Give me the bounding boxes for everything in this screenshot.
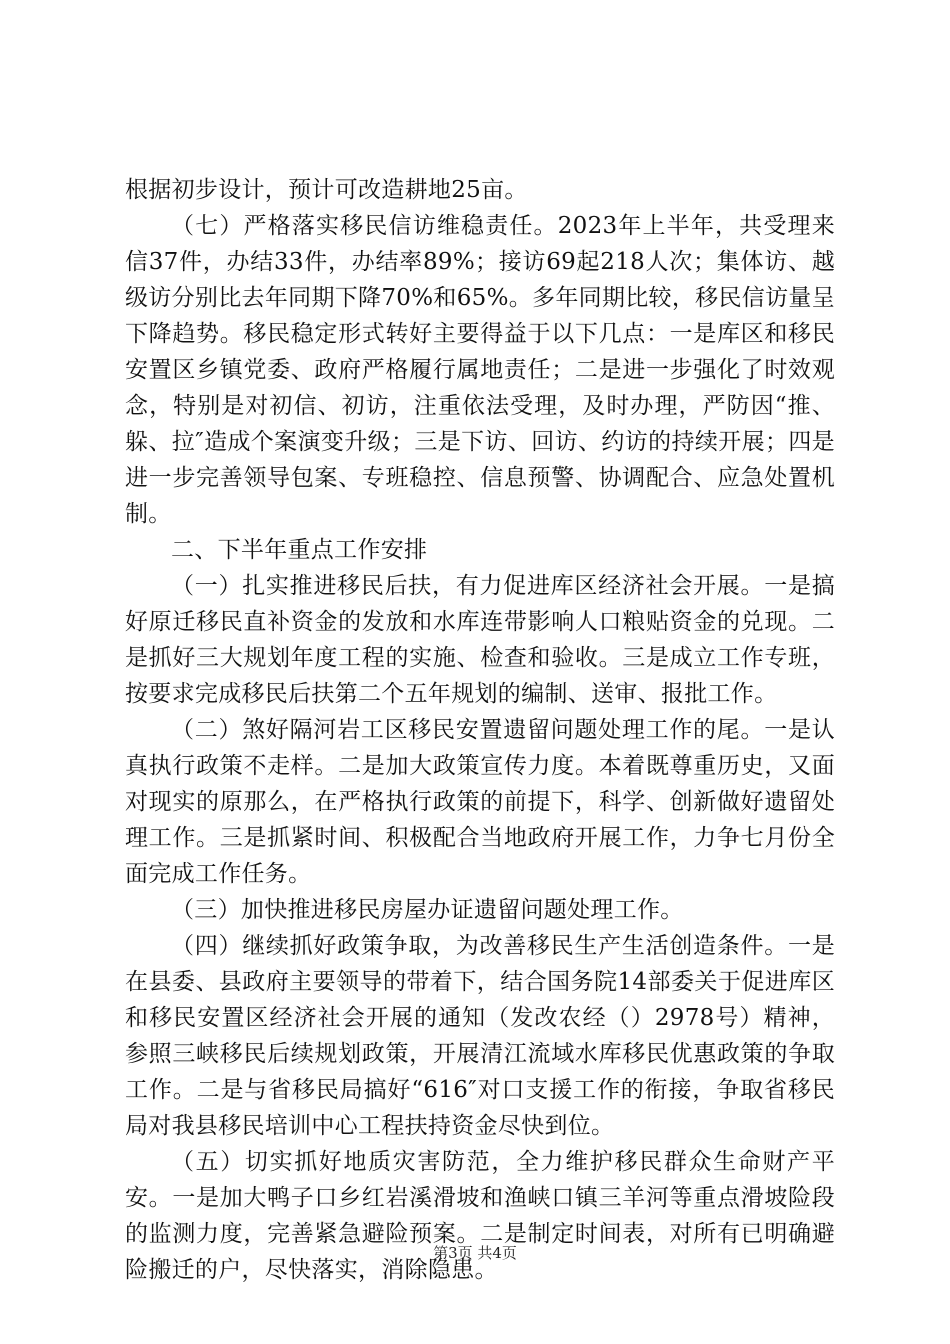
paragraph-item-4-policy: （四）继续抓好政策争取，为改善移民生产生活创造条件。一是在县委、县政府主要领导的带着下，结合国务院14部委关于促进库区和移民安置区经济社会开展的通知（发改农经（）2978号）精神，参照三峡移民后续规划政策，开展清江流域水库移民优惠政策的争取工作。二是与省移民局搞好“616″对口支援工作的衔接，争取省移民局对我县移民培训中心工程扶持资金尽快到位。 <box>125 933 835 1139</box>
paragraph-item-5-geohazard: （五）切实抓好地质灾害防范，全力维护移民群众生命财产平安。一是加大鸭子口乡红岩溪滑坡和渔峡口镇三羊河等重点滑坡险段的监测力度，完善紧急避险预案。二是制定时间表，对所有已明确避险搬迁的户，尽快落实，消除隐患。 <box>125 1149 835 1283</box>
paragraph-section-7-petitions: （七）严格落实移民信访维稳责任。2023年上半年，共受理来信37件，办结33件，办结率89%；接访69起218人次；集体访、越级访分别比去年同期下降70%和65%。多年同期比较，移民信访量呈下降趋势。移民稳定形式转好主要得益于以下几点：一是库区和移民安置区乡镇党委、政府严格履行属地责任；二是进一步强化了时效观念，特别是对初信、初访，注重依法受理，及时办理，严防因“推、躲、拉″造成个案演变升级；三是下访、回访、约访的持续开展；四是进一步完善领导包案、专班稳控、信息预警、协调配合、应急处置机制。 <box>125 213 835 527</box>
paragraph-item-2-geheyan-legacy: （二）煞好隔河岩工区移民安置遗留问题处理工作的尾。一是认真执行政策不走样。二是加大政策宣传力度。本着既尊重历史，又面对现实的原那么，在严格执行政策的前提下，科学、创新做好遗留处理工作。三是抓紧时间、积极配合当地政府开展工作，力争七月份全面完成工作任务。 <box>125 717 835 887</box>
section-heading-second-half-plan: 二、下半年重点工作安排 <box>171 537 428 563</box>
document-body <box>125 172 835 1288</box>
page-number-footer: 第3页 共4页 <box>433 1244 517 1262</box>
paragraph-item-1-resettlement-support: （一）扎实推进移民后扶，有力促进库区经济社会开展。一是搞好原迁移民直补资金的发放和水库连带影响人口粮贴资金的兑现。二是抓好三大规划年度工程的实施、检查和验收。三是成立工作专班，按要求完成移民后扶第二个五年规划的编制、送审、报批工作。 <box>125 573 835 707</box>
paragraph-item-3-housing-certificates: （三）加快推进移民房屋办证遗留问题处理工作。 <box>171 897 684 923</box>
paragraph-continuation: 根据初步设计，预计可改造耕地25亩。 <box>125 177 528 203</box>
